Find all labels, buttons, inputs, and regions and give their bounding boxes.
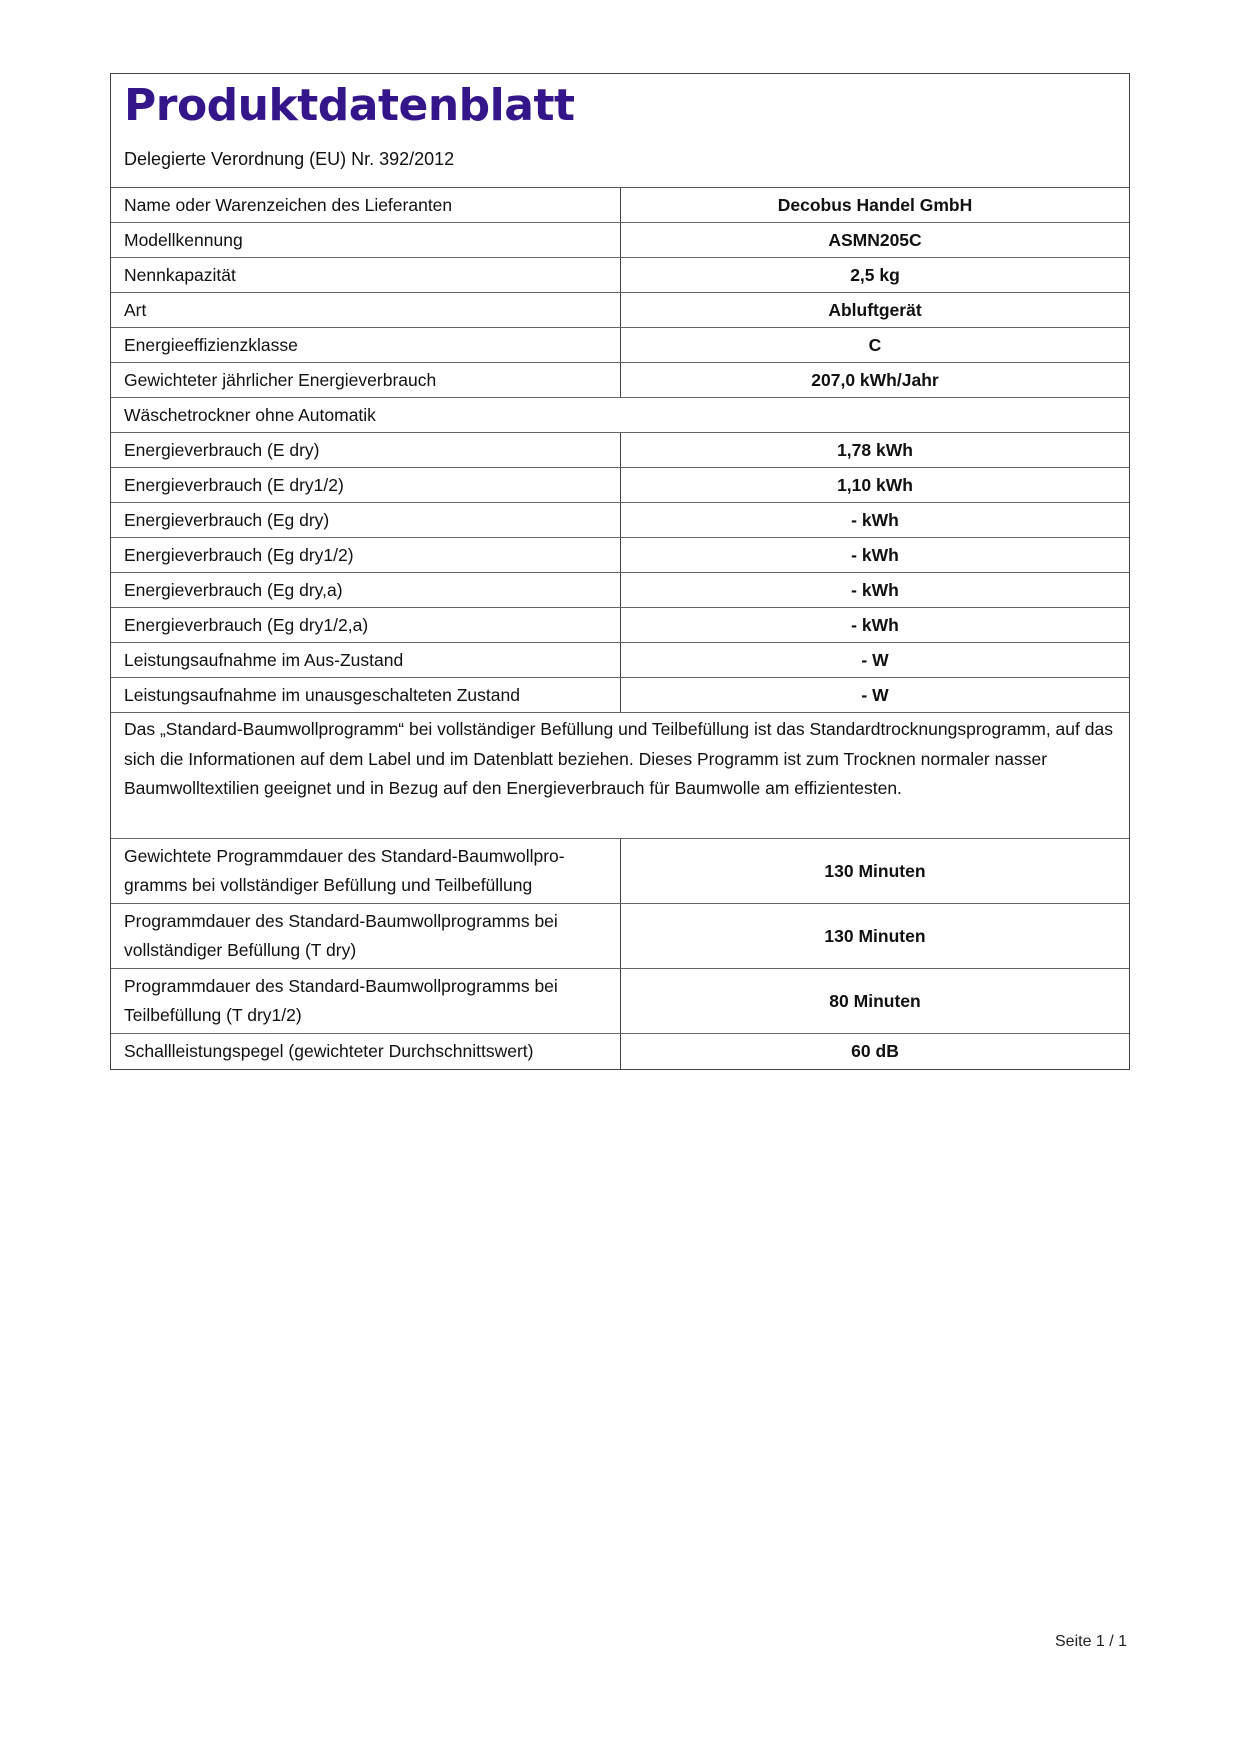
regulation-reference: Delegierte Verordnung (EU) Nr. 392/2012	[124, 149, 455, 169]
table-row	[111, 223, 1129, 258]
table-row	[111, 468, 1129, 503]
table-row	[111, 608, 1129, 643]
row-label: Energieverbrauch (Eg dry1/2)	[111, 538, 621, 572]
row-value: - kWh	[851, 544, 899, 565]
row-label: Energieverbrauch (E dry1/2)	[111, 468, 621, 502]
table-row	[111, 258, 1129, 293]
page-number: Seite 1 / 1	[1055, 1633, 1128, 1650]
row-label: Programmdauer des Standard-Baumwollprogramms bei vollständiger Befüllung (T dry)	[111, 904, 621, 968]
row-label: Energieverbrauch (Eg dry)	[111, 503, 621, 537]
table-row	[111, 678, 1129, 713]
row-label: Leistungsaufnahme im Aus-Zustand	[111, 643, 621, 677]
table-row	[111, 839, 1129, 904]
row-value: 1,78 kWh	[837, 439, 913, 460]
program-description: Das „Standard-Baumwollprogramm“ bei vollständiger Befüllung und Teilbefüllung ist das Standardtrocknungsprogramm, auf das sich die Informationen auf dem Label und im Datenblatt beziehen. Dieses Programm ist zum Trocknen normaler nasser Baumwolltextilien geeignet und in Bezug auf den Energieverbrauch für Baumwolle am effizientesten.	[111, 713, 1129, 839]
section-label: Wäschetrockner ohne Automatik	[124, 404, 376, 425]
page-title: Produktdatenblatt	[124, 80, 575, 131]
row-value: - W	[861, 649, 889, 670]
row-label: Gewichteter jährlicher Energieverbrauch	[111, 363, 621, 397]
product-data-sheet	[110, 73, 1130, 1070]
row-label: Gewichtete Programmdauer des Standard-Baumwollprogramms bei vollständiger Befüllung und Teilbefüllung	[111, 839, 621, 903]
row-label: Energieverbrauch (Eg dry,a)	[111, 573, 621, 607]
table-row	[111, 328, 1129, 363]
section-row	[111, 398, 1129, 433]
table-row	[111, 573, 1129, 608]
table-row	[111, 969, 1129, 1034]
row-value: 130 Minuten	[824, 925, 926, 946]
table-row	[111, 188, 1129, 223]
table-row	[111, 293, 1129, 328]
row-value: C	[868, 334, 882, 355]
table-row	[111, 433, 1129, 468]
row-label: Modellkennung	[111, 223, 621, 257]
row-value: 60 dB	[851, 1041, 899, 1061]
row-value: - kWh	[851, 614, 899, 635]
table-row	[111, 363, 1129, 398]
row-label: Leistungsaufnahme im unausgeschalteten Zustand	[111, 678, 621, 712]
table-row	[111, 643, 1129, 678]
row-value: Decobus Handel GmbH	[777, 194, 973, 215]
row-label: Art	[111, 293, 621, 327]
row-label: Energieeffizienzklasse	[111, 328, 621, 362]
row-value: 80 Minuten	[829, 990, 921, 1011]
row-label: Schallleistungspegel (gewichteter Durchschnittswert)	[111, 1034, 621, 1069]
row-value: Abluftgerät	[828, 299, 922, 320]
table-row	[111, 503, 1129, 538]
sheet-header	[111, 74, 1129, 188]
row-value: - kWh	[851, 509, 899, 530]
row-value: - W	[861, 684, 889, 705]
row-label: Nennkapazität	[111, 258, 621, 292]
row-label: Programmdauer des Standard-Baumwollprogramms bei Teilbefüllung (T dry1/2)	[111, 969, 621, 1033]
table-row	[111, 1034, 1129, 1069]
row-value: 130 Minuten	[824, 860, 926, 881]
row-label: Energieverbrauch (Eg dry1/2,a)	[111, 608, 621, 642]
row-value: 207,0 kWh/Jahr	[811, 369, 939, 390]
table-row	[111, 904, 1129, 969]
row-label: Energieverbrauch (E dry)	[111, 433, 621, 467]
row-value: - kWh	[851, 579, 899, 600]
row-value: ASMN205C	[828, 229, 922, 250]
table-row	[111, 538, 1129, 573]
row-value: 2,5 kg	[850, 264, 900, 285]
row-value: 1,10 kWh	[837, 474, 913, 495]
row-label: Name oder Warenzeichen des Lieferanten	[111, 188, 621, 222]
